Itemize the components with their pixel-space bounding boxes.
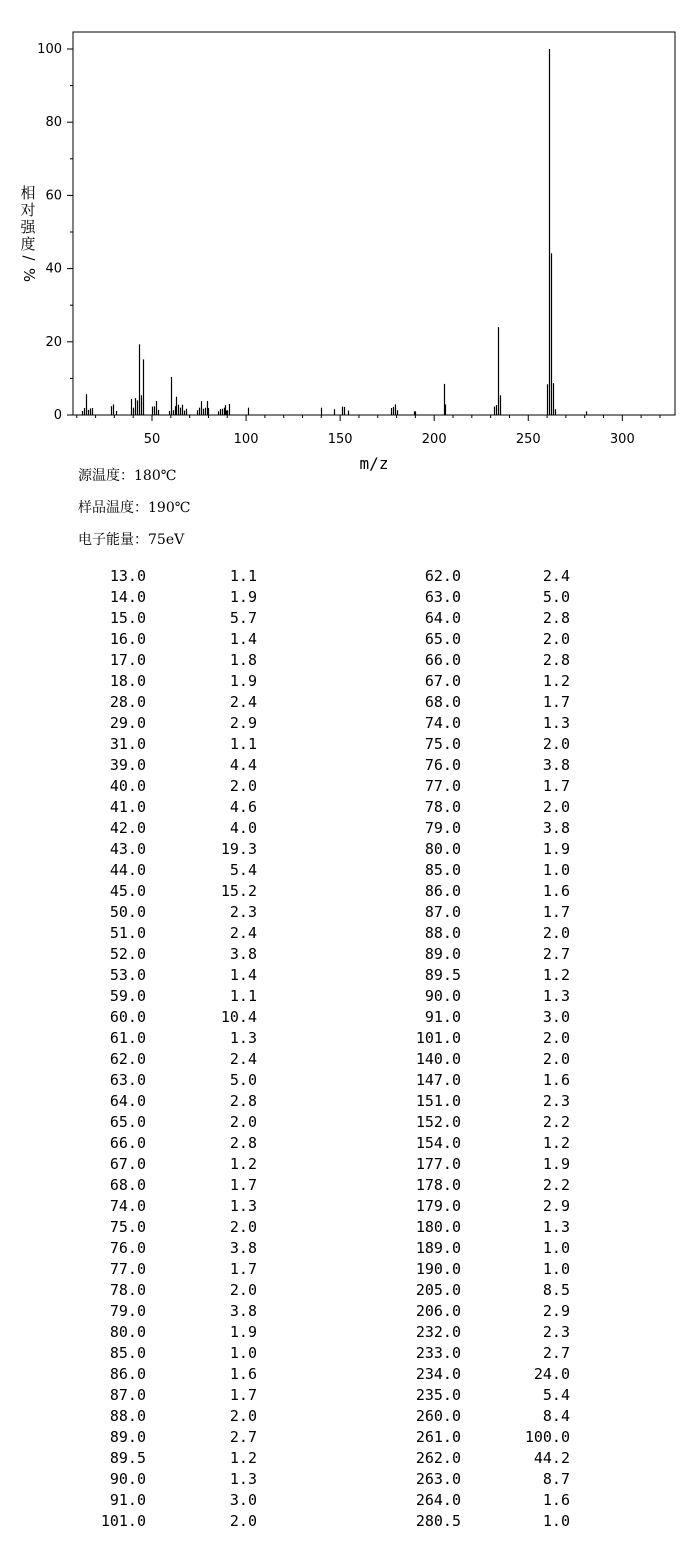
x-tick-label: 300 bbox=[609, 432, 635, 447]
peak-table-row bbox=[0, 776, 682, 797]
y-label-char: 强 bbox=[20, 218, 36, 236]
mz-value: 74.0 bbox=[424, 714, 461, 732]
mz-value: 261.0 bbox=[415, 1428, 461, 1446]
peak-table-row bbox=[0, 965, 682, 986]
mz-value: 15.0 bbox=[109, 609, 146, 627]
plot-border bbox=[73, 32, 675, 415]
source-temperature-value: 180℃ bbox=[134, 468, 177, 484]
mz-value: 75.0 bbox=[109, 1218, 146, 1236]
peak-table-row bbox=[0, 1364, 682, 1385]
y-tick-label: 60 bbox=[45, 188, 62, 204]
mz-value: 147.0 bbox=[415, 1071, 461, 1089]
peak-table-row bbox=[0, 1154, 682, 1175]
electron-energy-value: 75eV bbox=[148, 532, 185, 548]
peak-table-row bbox=[0, 1448, 682, 1469]
peak-table-row bbox=[0, 713, 682, 734]
mz-value: 60.0 bbox=[109, 1008, 146, 1026]
mz-value: 140.0 bbox=[415, 1050, 461, 1068]
intensity-value: 2.0 bbox=[542, 735, 570, 753]
mz-value: 88.0 bbox=[424, 924, 461, 942]
intensity-value: 2.0 bbox=[229, 1281, 257, 1299]
y-tick-label: 80 bbox=[45, 115, 62, 131]
peak-table-row bbox=[0, 818, 682, 839]
mz-value: 51.0 bbox=[109, 924, 146, 942]
peak-table-row bbox=[0, 1007, 682, 1028]
mz-value: 64.0 bbox=[424, 609, 461, 627]
intensity-value: 1.0 bbox=[229, 1344, 257, 1362]
y-tick-label: 20 bbox=[45, 334, 62, 350]
intensity-value: 2.8 bbox=[229, 1134, 257, 1152]
y-tick-label: 0 bbox=[53, 408, 62, 423]
mz-value: 64.0 bbox=[109, 1092, 146, 1110]
intensity-value: 2.8 bbox=[542, 651, 570, 669]
peak-bars bbox=[83, 49, 587, 415]
intensity-value: 1.2 bbox=[229, 1449, 257, 1467]
y-label-char: / bbox=[20, 255, 38, 261]
y-label-char: % bbox=[20, 267, 38, 283]
mz-value: 31.0 bbox=[109, 735, 146, 753]
mz-value: 78.0 bbox=[424, 798, 461, 816]
intensity-value: 1.9 bbox=[229, 672, 257, 690]
intensity-value: 1.0 bbox=[542, 1512, 570, 1530]
intensity-value: 5.0 bbox=[229, 1071, 257, 1089]
intensity-value: 8.4 bbox=[542, 1407, 570, 1425]
mz-value: 89.0 bbox=[424, 945, 461, 963]
plot-frame bbox=[73, 32, 675, 415]
peak-table-row bbox=[0, 1343, 682, 1364]
peak-table-row bbox=[0, 671, 682, 692]
intensity-value: 1.7 bbox=[229, 1260, 257, 1278]
electron-energy-key: 电子能量： bbox=[78, 532, 148, 548]
mz-value: 178.0 bbox=[415, 1176, 461, 1194]
intensity-value: 5.4 bbox=[229, 861, 257, 879]
intensity-value: 1.6 bbox=[542, 882, 570, 900]
mz-value: 85.0 bbox=[424, 861, 461, 879]
mz-value: 101.0 bbox=[100, 1512, 146, 1530]
mz-value: 29.0 bbox=[109, 714, 146, 732]
intensity-value: 1.7 bbox=[542, 693, 570, 711]
mz-value: 80.0 bbox=[109, 1323, 146, 1341]
mz-value: 61.0 bbox=[109, 1029, 146, 1047]
mz-value: 59.0 bbox=[109, 987, 146, 1005]
mz-value: 91.0 bbox=[424, 1008, 461, 1026]
peak-table-row bbox=[0, 881, 682, 902]
intensity-value: 1.7 bbox=[542, 903, 570, 921]
mz-value: 233.0 bbox=[415, 1344, 461, 1362]
intensity-value: 2.7 bbox=[542, 945, 570, 963]
peak-table-row bbox=[0, 734, 682, 755]
mz-value: 52.0 bbox=[109, 945, 146, 963]
mz-value: 87.0 bbox=[424, 903, 461, 921]
peak-table-row bbox=[0, 629, 682, 650]
mz-value: 65.0 bbox=[424, 630, 461, 648]
intensity-value: 2.4 bbox=[229, 1050, 257, 1068]
intensity-value: 2.3 bbox=[542, 1323, 570, 1341]
intensity-value: 1.4 bbox=[229, 630, 257, 648]
intensity-value: 1.2 bbox=[229, 1155, 257, 1173]
mz-value: 77.0 bbox=[109, 1260, 146, 1278]
minor-tick-marks bbox=[70, 86, 660, 418]
mz-value: 78.0 bbox=[109, 1281, 146, 1299]
mz-value: 205.0 bbox=[415, 1281, 461, 1299]
peak-table-row bbox=[0, 1259, 682, 1280]
intensity-value: 24.0 bbox=[533, 1365, 570, 1383]
peak-table-row bbox=[0, 1133, 682, 1154]
peak-table-row bbox=[0, 1469, 682, 1490]
mz-value: 45.0 bbox=[109, 882, 146, 900]
peak-table-row bbox=[0, 755, 682, 776]
intensity-value: 2.3 bbox=[229, 903, 257, 921]
x-tick-label: 250 bbox=[515, 432, 541, 447]
mz-value: 89.5 bbox=[109, 1449, 146, 1467]
peak-table-row bbox=[0, 1427, 682, 1448]
mz-value: 80.0 bbox=[424, 840, 461, 858]
mz-value: 179.0 bbox=[415, 1197, 461, 1215]
mz-value: 152.0 bbox=[415, 1113, 461, 1131]
intensity-value: 3.8 bbox=[542, 819, 570, 837]
mz-value: 68.0 bbox=[109, 1176, 146, 1194]
source-temperature-key: 源温度： bbox=[78, 468, 134, 484]
intensity-value: 5.0 bbox=[542, 588, 570, 606]
y-label-char: 对 bbox=[20, 201, 36, 219]
mz-value: 154.0 bbox=[415, 1134, 461, 1152]
peak-table-row bbox=[0, 1175, 682, 1196]
sample-temperature-value: 190℃ bbox=[148, 500, 191, 516]
intensity-value: 2.0 bbox=[542, 924, 570, 942]
mz-value: 151.0 bbox=[415, 1092, 461, 1110]
intensity-value: 2.0 bbox=[542, 1050, 570, 1068]
mz-value: 77.0 bbox=[424, 777, 461, 795]
y-axis-ticks bbox=[37, 42, 73, 423]
x-tick-label: 50 bbox=[143, 432, 161, 447]
peak-table-row bbox=[0, 902, 682, 923]
intensity-value: 100.0 bbox=[524, 1428, 570, 1446]
intensity-value: 1.1 bbox=[229, 735, 257, 753]
intensity-value: 1.4 bbox=[229, 966, 257, 984]
x-axis-label: m/z bbox=[359, 454, 389, 473]
peak-table-row bbox=[0, 608, 682, 629]
mass-spectrum-chart bbox=[0, 0, 682, 480]
intensity-value: 1.3 bbox=[229, 1470, 257, 1488]
mz-value: 66.0 bbox=[424, 651, 461, 669]
intensity-value: 1.9 bbox=[229, 588, 257, 606]
peak-table-row bbox=[0, 1049, 682, 1070]
intensity-value: 2.0 bbox=[229, 1113, 257, 1131]
mz-value: 79.0 bbox=[109, 1302, 146, 1320]
peak-table-row bbox=[0, 839, 682, 860]
peak-table-row bbox=[0, 1280, 682, 1301]
y-tick-label: 40 bbox=[45, 261, 62, 277]
mz-value: 28.0 bbox=[109, 693, 146, 711]
mz-value: 86.0 bbox=[109, 1365, 146, 1383]
mz-value: 65.0 bbox=[109, 1113, 146, 1131]
intensity-value: 5.7 bbox=[229, 609, 257, 627]
intensity-value: 8.5 bbox=[542, 1281, 570, 1299]
peak-table-row bbox=[0, 1511, 682, 1532]
peak-table-row bbox=[0, 587, 682, 608]
mz-value: 86.0 bbox=[424, 882, 461, 900]
intensity-value: 4.6 bbox=[229, 798, 257, 816]
intensity-value: 2.4 bbox=[542, 567, 570, 585]
y-axis-label bbox=[20, 184, 38, 282]
mz-value: 63.0 bbox=[109, 1071, 146, 1089]
mz-value: 74.0 bbox=[109, 1197, 146, 1215]
mz-value: 18.0 bbox=[109, 672, 146, 690]
peak-table-row bbox=[0, 650, 682, 671]
mz-value: 91.0 bbox=[109, 1491, 146, 1509]
intensity-value: 1.1 bbox=[229, 987, 257, 1005]
intensity-value: 2.0 bbox=[542, 1029, 570, 1047]
intensity-value: 2.0 bbox=[229, 777, 257, 795]
intensity-value: 4.0 bbox=[229, 819, 257, 837]
mz-value: 85.0 bbox=[109, 1344, 146, 1362]
intensity-value: 1.9 bbox=[229, 1323, 257, 1341]
intensity-value: 19.3 bbox=[220, 840, 257, 858]
mz-value: 68.0 bbox=[424, 693, 461, 711]
intensity-value: 2.9 bbox=[542, 1197, 570, 1215]
intensity-value: 4.4 bbox=[229, 756, 257, 774]
x-tick-label: 200 bbox=[421, 432, 447, 447]
y-label-char: 相 bbox=[20, 184, 36, 202]
mz-value: 260.0 bbox=[415, 1407, 461, 1425]
mz-value: 17.0 bbox=[109, 651, 146, 669]
intensity-value: 1.2 bbox=[542, 1134, 570, 1152]
sample-temperature bbox=[78, 497, 190, 517]
mz-value: 189.0 bbox=[415, 1239, 461, 1257]
intensity-value: 10.4 bbox=[220, 1008, 257, 1026]
peak-table-row bbox=[0, 1112, 682, 1133]
peak-table-row bbox=[0, 860, 682, 881]
peak-table-row bbox=[0, 1238, 682, 1259]
intensity-value: 2.3 bbox=[542, 1092, 570, 1110]
intensity-value: 2.2 bbox=[542, 1113, 570, 1131]
mz-value: 76.0 bbox=[424, 756, 461, 774]
mz-value: 89.5 bbox=[424, 966, 461, 984]
peak-table-row bbox=[0, 566, 682, 587]
intensity-value: 1.7 bbox=[542, 777, 570, 795]
intensity-value: 1.3 bbox=[229, 1197, 257, 1215]
mz-value: 62.0 bbox=[109, 1050, 146, 1068]
mz-value: 41.0 bbox=[109, 798, 146, 816]
mz-value: 177.0 bbox=[415, 1155, 461, 1173]
intensity-value: 2.8 bbox=[229, 1092, 257, 1110]
peak-table-row bbox=[0, 1028, 682, 1049]
peak-table-row bbox=[0, 923, 682, 944]
intensity-value: 1.0 bbox=[542, 1239, 570, 1257]
mz-value: 76.0 bbox=[109, 1239, 146, 1257]
peak-table-row bbox=[0, 1322, 682, 1343]
intensity-value: 1.2 bbox=[542, 672, 570, 690]
mz-value: 232.0 bbox=[415, 1323, 461, 1341]
mz-value: 39.0 bbox=[109, 756, 146, 774]
intensity-value: 2.0 bbox=[542, 798, 570, 816]
mz-value: 234.0 bbox=[415, 1365, 461, 1383]
y-tick-label: 100 bbox=[37, 42, 62, 57]
mz-value: 89.0 bbox=[109, 1428, 146, 1446]
intensity-value: 3.8 bbox=[229, 1239, 257, 1257]
mz-value: 63.0 bbox=[424, 588, 461, 606]
intensity-value: 3.8 bbox=[229, 945, 257, 963]
intensity-value: 1.3 bbox=[229, 1029, 257, 1047]
source-temperature bbox=[78, 465, 176, 485]
peak-table-row bbox=[0, 1091, 682, 1112]
intensity-value: 2.4 bbox=[229, 693, 257, 711]
intensity-value: 2.0 bbox=[229, 1218, 257, 1236]
x-tick-label: 150 bbox=[327, 432, 353, 447]
peak-table-row bbox=[0, 1406, 682, 1427]
mz-value: 75.0 bbox=[424, 735, 461, 753]
intensity-value: 44.2 bbox=[533, 1449, 570, 1467]
mz-value: 87.0 bbox=[109, 1386, 146, 1404]
mz-value: 90.0 bbox=[424, 987, 461, 1005]
mz-value: 44.0 bbox=[109, 861, 146, 879]
peak-table-row bbox=[0, 1301, 682, 1322]
mz-value: 190.0 bbox=[415, 1260, 461, 1278]
mz-value: 67.0 bbox=[109, 1155, 146, 1173]
intensity-value: 2.9 bbox=[542, 1302, 570, 1320]
electron-energy bbox=[78, 529, 184, 549]
peak-table-row bbox=[0, 986, 682, 1007]
intensity-value: 1.9 bbox=[542, 1155, 570, 1173]
mz-value: 16.0 bbox=[109, 630, 146, 648]
peak-table-right-column bbox=[0, 566, 682, 1532]
sample-temperature-key: 样品温度： bbox=[78, 500, 148, 516]
mz-value: 180.0 bbox=[415, 1218, 461, 1236]
intensity-value: 1.0 bbox=[542, 861, 570, 879]
peak-table-row bbox=[0, 1070, 682, 1091]
x-tick-label: 100 bbox=[233, 432, 259, 447]
intensity-value: 1.6 bbox=[229, 1365, 257, 1383]
intensity-value: 2.2 bbox=[542, 1176, 570, 1194]
intensity-value: 2.0 bbox=[229, 1407, 257, 1425]
peak-table-row bbox=[0, 692, 682, 713]
peak-table-row bbox=[0, 1196, 682, 1217]
mz-value: 264.0 bbox=[415, 1491, 461, 1509]
mz-value: 40.0 bbox=[109, 777, 146, 795]
mz-value: 13.0 bbox=[109, 567, 146, 585]
intensity-value: 2.9 bbox=[229, 714, 257, 732]
mz-value: 67.0 bbox=[424, 672, 461, 690]
mz-value: 50.0 bbox=[109, 903, 146, 921]
mz-value: 206.0 bbox=[415, 1302, 461, 1320]
mz-value: 262.0 bbox=[415, 1449, 461, 1467]
intensity-value: 1.7 bbox=[229, 1386, 257, 1404]
intensity-value: 5.4 bbox=[542, 1386, 570, 1404]
mz-value: 88.0 bbox=[109, 1407, 146, 1425]
mz-value: 90.0 bbox=[109, 1470, 146, 1488]
mz-value: 53.0 bbox=[109, 966, 146, 984]
intensity-value: 2.7 bbox=[229, 1428, 257, 1446]
intensity-value: 2.8 bbox=[542, 609, 570, 627]
mz-value: 263.0 bbox=[415, 1470, 461, 1488]
mz-value: 79.0 bbox=[424, 819, 461, 837]
intensity-value: 1.6 bbox=[542, 1491, 570, 1509]
peak-table-row bbox=[0, 944, 682, 965]
mz-value: 101.0 bbox=[415, 1029, 461, 1047]
mz-value: 14.0 bbox=[109, 588, 146, 606]
intensity-value: 1.6 bbox=[542, 1071, 570, 1089]
intensity-value: 2.7 bbox=[542, 1344, 570, 1362]
intensity-value: 8.7 bbox=[542, 1470, 570, 1488]
intensity-value: 3.0 bbox=[542, 1008, 570, 1026]
intensity-value: 1.3 bbox=[542, 714, 570, 732]
mz-value: 62.0 bbox=[424, 567, 461, 585]
peak-table-row bbox=[0, 1385, 682, 1406]
intensity-value: 3.8 bbox=[542, 756, 570, 774]
intensity-value: 1.9 bbox=[542, 840, 570, 858]
intensity-value: 1.0 bbox=[542, 1260, 570, 1278]
intensity-value: 1.3 bbox=[542, 987, 570, 1005]
intensity-value: 1.8 bbox=[229, 651, 257, 669]
x-axis-ticks bbox=[144, 415, 635, 447]
mz-value: 235.0 bbox=[415, 1386, 461, 1404]
intensity-value: 2.0 bbox=[229, 1512, 257, 1530]
y-label-char: 度 bbox=[20, 235, 36, 253]
intensity-value: 1.2 bbox=[542, 966, 570, 984]
peak-table-row bbox=[0, 1490, 682, 1511]
peak-table-row bbox=[0, 797, 682, 818]
peak-table-row bbox=[0, 1217, 682, 1238]
intensity-value: 3.0 bbox=[229, 1491, 257, 1509]
intensity-value: 2.0 bbox=[542, 630, 570, 648]
intensity-value: 2.4 bbox=[229, 924, 257, 942]
intensity-value: 15.2 bbox=[220, 882, 257, 900]
intensity-value: 1.7 bbox=[229, 1176, 257, 1194]
intensity-value: 1.3 bbox=[542, 1218, 570, 1236]
mz-value: 66.0 bbox=[109, 1134, 146, 1152]
intensity-value: 3.8 bbox=[229, 1302, 257, 1320]
intensity-value: 1.1 bbox=[229, 567, 257, 585]
mz-value: 43.0 bbox=[109, 840, 146, 858]
mz-value: 42.0 bbox=[109, 819, 146, 837]
mz-value: 280.5 bbox=[415, 1512, 461, 1530]
